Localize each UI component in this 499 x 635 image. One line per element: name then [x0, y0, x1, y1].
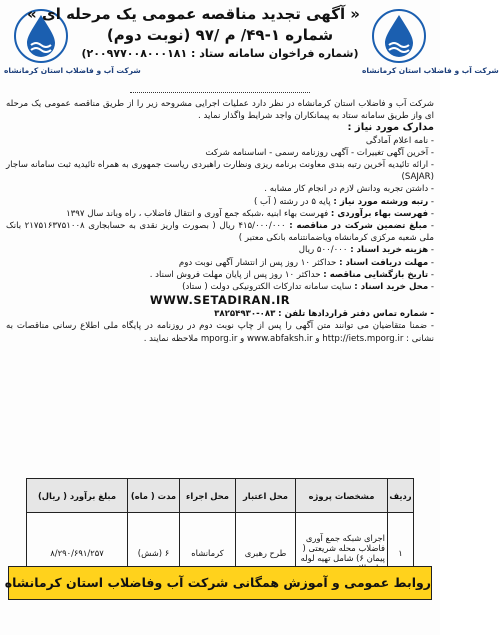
cell-duration: ۶ (شش): [128, 513, 180, 593]
intro-text: شرکت آب و فاضلاب استان کرمانشاه در نظر دارد عملیات اجرایی مشروحه زیر را از طریق مناقصه عمومی یک مرحله ای واز طریق سامانه ستاد به پیمانکاران واجد شرایط واگذار نماید .: [6, 99, 434, 122]
receive-deadline-line: - مهلت دریافت اسناد : حداکثر ۱۰ روز پس از انتشار آگهی نوبت دوم: [178, 257, 434, 268]
cell-row: ۱: [388, 513, 414, 593]
doc-fee-line: - هزینه خرید اسناد : ۵۰۰/۰۰۰ ریال: [298, 245, 434, 256]
grade-line: - رتبه ورشته مورد نیاز : پایه ۵ در رشته ( آب ): [253, 196, 434, 207]
setad-url[interactable]: WWW.SETADIRAN.IR: [149, 293, 291, 308]
condition-item: - ارائه تائیدیه آخرین رتبه بندی معاونت برنامه ریزی ونظارت راهبردی ریاست جمهوری به همراه تائیدیه ثبت سامانه ساجار (SAJAR): [6, 160, 434, 183]
company-logo: [362, 6, 499, 90]
purchase-place-line: - محل خرید اسناد : سایت سامانه تدارکات الکترونیکی دولت ( ستاد): [182, 282, 434, 293]
phone-value: ۰۸۳-۳۸۲۵۴۹۳۰: [214, 309, 276, 320]
grade-value: پایه ۵ در رشته ( آب ): [253, 196, 331, 207]
doc-fee-value: ۵۰۰/۰۰۰ ریال: [298, 245, 348, 256]
cell-project: اجرای شبکه جمع آوری فاضلاب محله شریعتی ( پیمان ۶) شامل تهیه لوله: [296, 513, 388, 593]
doc-fee-label: هزینه خرید اسناد :: [350, 245, 429, 256]
col-location: محل اجراء: [180, 479, 236, 513]
notice-titles: [27, 4, 360, 62]
condition-item: - داشتن تجربه ودانش لازم در انجام کار مشابه .: [264, 184, 434, 195]
phone-label: - شماره تماس دفتر قراردادها تلفن :: [278, 309, 434, 320]
footer-banner: روابط عمومی و آموزش همگانی شرکت آب وفاضلاب استان کرمانشاه: [8, 566, 432, 600]
note-text: - ضمنا متقاضیان می توانند متن آگهی را پس از چاپ نوبت دوم در روزنامه در پایگاه ملی اطلاع رسانی مناقصات به نشانی : http://iets.mporg.ir و www.abfaksh.ir و mporg.ir ملاحظه نمایند .: [6, 321, 434, 344]
condition-item: - نامه اعلام آمادگی: [365, 135, 434, 146]
col-estimate: مبلغ برآورد ( ریال): [27, 479, 128, 513]
notice-body: [6, 98, 434, 345]
col-funding: محل اعتبار: [236, 479, 296, 513]
opening-date-label: تاریخ بازگشایی مناقصه :: [323, 269, 429, 280]
notice-header: [0, 0, 499, 92]
table-header-row: [27, 479, 414, 513]
phone-line: [6, 308, 434, 320]
cell-funding: طرح رهبری: [236, 513, 296, 593]
divider: [130, 92, 310, 93]
receive-deadline-label: مهلت دریافت اسناد :: [339, 257, 429, 268]
condition-item: - آخرین آگهی تغییرات - آگهی روزنامه رسمی - اساسنامه شرکت: [205, 147, 434, 158]
col-project: مشخصات پروژه: [296, 479, 388, 513]
receive-deadline-value: حداکثر ۱۰ روز پس از انتشار آگهی نوبت دوم: [178, 257, 337, 268]
opening-date-value: حداکثر ۱۰ روز پس از پایان مهلت فروش اسناد .: [149, 269, 321, 280]
col-row: ردیف: [388, 479, 414, 513]
grade-label: رتبه ورشته مورد نیاز :: [333, 196, 429, 207]
cell-location: کرمانشاه: [180, 513, 236, 593]
logo-caption: شرکت آب و فاضلاب استان کرمانشاه: [4, 66, 141, 75]
opening-date-line: - تاریخ بازگشایی مناقصه : حداکثر ۱۰ روز پس از پایان مهلت فروش اسناد .: [149, 269, 434, 280]
notice-title: « آگهی تجدید مناقصه عمومی یک مرحله ای »: [27, 5, 360, 23]
setad-number: (شماره فراخوان سامانه ستاد : ۲۰۰۹۷۷۰۰۸۰۰۰۱۸۱): [81, 47, 359, 60]
conditions-title: مدارک مورد نیاز :: [347, 122, 434, 134]
price-list-value: فهرست بهاء ابنیه ،شبکه جمع آوری و انتقال فاضلاب ، راه وباند سال ۱۳۹۷: [66, 208, 329, 219]
logo-caption: شرکت آب و فاضلاب استان کرمانشاه: [362, 66, 499, 75]
guarantee-line: - مبلغ تضمین شرکت در مناقصه : ۴۱۵/۰۰۰/۰۰۰ ریال ( بصورت واریز نقدی به حسابجاری ۲۱۷۵۱۶۳۷۵۱۰۰۸ بانک ملی شعبه مرکزی کرمانشاه ویاضمانتنامه بانکی معتبر ): [6, 221, 435, 244]
purchase-place-value: سایت سامانه تدارکات الکترونیکی دولت ( ستاد): [182, 282, 352, 293]
water-drop-icon: [371, 6, 427, 66]
cell-estimate: ۸/۲۹۰/۶۹۱/۲۵۷: [27, 513, 128, 593]
price-list-line: - فهرست بهاء برآوردی : فهرست بهاء ابنیه ،شبکه جمع آوری و انتقال فاضلاب ، راه وباند سال ۱۳۹۷: [66, 208, 434, 219]
purchase-place-label: محل خرید اسناد :: [354, 282, 429, 293]
guarantee-value: ۴۱۵/۰۰۰/۰۰۰ ریال ( بصورت واریز نقدی به حسابجاری ۲۱۷۵۱۶۳۷۵۱۰۰۸ بانک ملی شعبه مرکزی کرمانشاه ویاضمانتنامه بانکی معتبر ): [6, 221, 434, 244]
notice-number: شماره ۱-۴۹/ م /۹۷ (نوبت دوم): [106, 26, 334, 44]
price-list-label: فهرست بهاء برآوردی :: [330, 208, 429, 219]
col-duration: مدت ( ماه): [128, 479, 180, 513]
guarantee-label: مبلغ تضمین شرکت در مناقصه :: [289, 221, 428, 232]
